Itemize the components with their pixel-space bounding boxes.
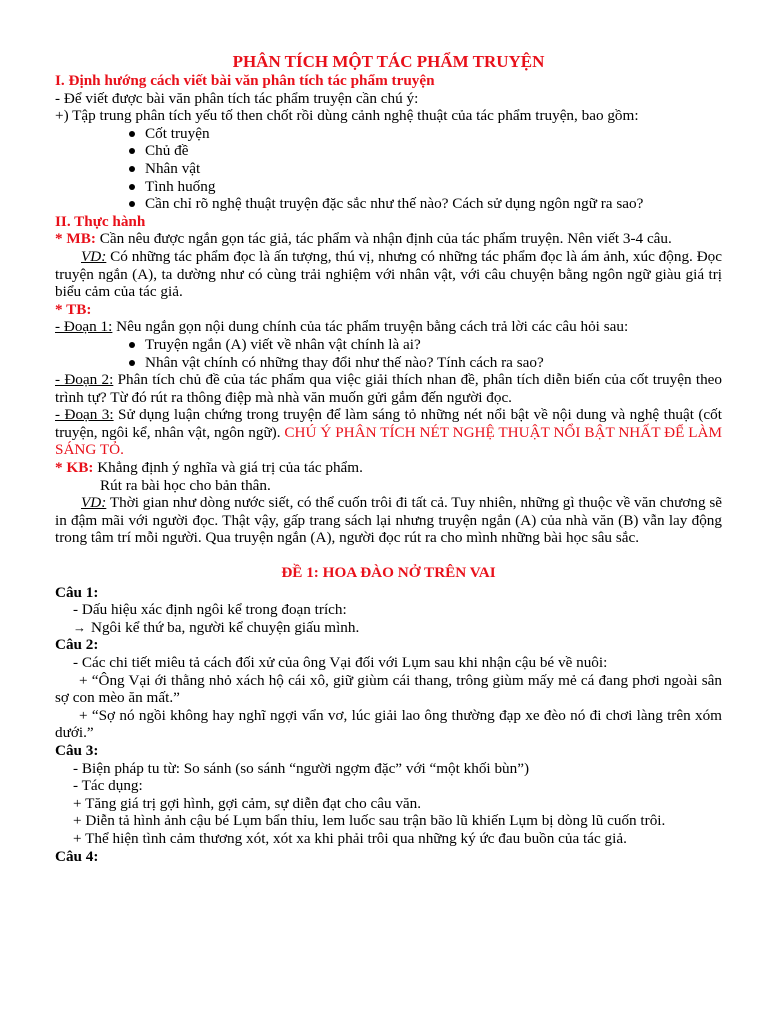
cau2-line3: + “Sợ nó ngồi không hay nghĩ ngợi vẩn vơ, lúc giải lao ông thường đạp xe đèo nó đi chơi làng trên xóm dưới.” — [55, 706, 722, 742]
doan2-text: Phân tích chủ đề của tác phẩm qua việc giải thích nhan đề, phân tích diễn biến của cốt truyện theo trình tự? Từ đó rút ra thông điệp mà nhà văn muốn gửi gắm đến người đọc. — [55, 371, 722, 406]
doan2-label: - Đoạn 2: — [55, 371, 114, 389]
de1-heading: ĐỀ 1: HOA ĐÀO NỞ TRÊN VAI — [281, 564, 496, 582]
cau1-label: Câu 1: — [55, 583, 99, 601]
doan3-label: - Đoạn 3: — [55, 406, 114, 424]
doan1-bullet-list — [55, 336, 722, 371]
tb-label: * TB: — [55, 300, 92, 318]
doan2-paragraph — [55, 371, 722, 406]
section1-line2: +) Tập trung phân tích yếu tố then chốt rồi dùng cảnh nghệ thuật của tác phẩm truyện, bao gồm: — [55, 107, 639, 125]
cau2-label: Câu 2: — [55, 636, 99, 654]
kb-text: Khẳng định ý nghĩa và giá trị của tác phẩm. — [93, 459, 363, 477]
cau3-line3: + Tăng giá trị gợi hình, gợi cảm, sự diễn đạt cho câu văn. — [73, 794, 422, 812]
bullet-item: Cần chỉ rõ nghệ thuật truyện đặc sắc như thế nào? Cách sử dụng ngôn ngữ ra sao? — [127, 195, 722, 213]
page-title: PHÂN TÍCH MỘT TÁC PHẨM TRUYỆN — [232, 52, 545, 71]
vd-label: VD: — [81, 494, 107, 512]
section1-heading: I. Định hướng cách viết bài văn phân tích tác phẩm truyện — [55, 72, 435, 89]
cau2-line1: - Các chi tiết miêu tả cách đối xử của ông Vại đối với Lụm sau khi nhận cậu bé về nuôi: — [73, 654, 608, 671]
bullet-item: Nhân vật — [127, 160, 722, 178]
cau1-line1: - Dấu hiệu xác định ngôi kể trong đoạn trích: — [73, 601, 347, 619]
mb-paragraph — [55, 230, 722, 248]
doan3-note: CHÚ Ý PHÂN TÍCH NÉT NGHỆ THUẬT NỔI BẬT NHẤT ĐỂ LÀM SÁNG TỎ. — [55, 423, 722, 459]
bullet-item: Truyện ngắn (A) viết về nhân vật chính là ai? — [127, 336, 722, 354]
mb-text: Cần nêu được ngắn gọn tác giả, tác phẩm và nhận định của tác phẩm truyện. Nên viết 3-4 câu. — [95, 230, 672, 248]
cau3-line5: + Thể hiện tình cảm thương xót, xót xa khi phải trôi qua những ký ức đau buồn của tác giả. — [73, 829, 627, 847]
bullet-item: Tình huống — [127, 178, 722, 196]
kb-label: * KB: — [55, 459, 94, 477]
doan3-text: Sử dụng luận chứng trong truyện để làm sáng tỏ những nét nổi bật về nội dung và nghệ thuật (cốt truyện, ngôi kể, nhân vật, ngôn ngữ). — [55, 406, 722, 441]
doan1-label: - Đoạn 1: — [55, 318, 113, 336]
cau3-line4: + Diễn tả hình ảnh cậu bé Lụm bẩn thỉu, lem luốc sau trận bão lũ khiến Lụm bị dòng lũ cuốn trôi. — [73, 812, 666, 830]
cau2-line2: + “Ông Vại ới thằng nhỏ xách hộ cái xô, giữ giùm cái thang, trông giùm mấy mẻ cá đang phơi ngoài sân sợ con mèo ăn mất.” — [55, 671, 722, 707]
cau3-line1: - Biện pháp tu từ: So sánh (so sánh “người ngợm đặc” với “một khối bùn”) — [73, 759, 530, 777]
cau1-line2: → Ngôi kể thứ ba, người kể chuyện giấu mình. — [73, 618, 360, 636]
kb-text2: Rút ra bài học cho bản thân. — [100, 476, 271, 494]
section2-heading: II. Thực hành — [55, 212, 146, 230]
cau4-label: Câu 4: — [55, 847, 99, 865]
cau3-label: Câu 3: — [55, 741, 99, 759]
cau3-line2: - Tác dụng: — [73, 777, 143, 795]
bullet-item: Chủ đề — [127, 142, 722, 160]
vd2-text: Thời gian như dòng nước siết, có thể cuốn trôi đi tất cả. Tuy nhiên, những gì thuộc về văn chương sẽ in đậm mãi với người đọc. Thật vậy, gấp trang sách lại nhưng truyện ngắn (A) của nhà văn (B) vẫn lay động trong tâm trí mỗi người. Qua truyện ngắn (A), người đọc rút ra cho mình những bài học sâu sắc. — [55, 494, 722, 547]
bullet-item: Nhân vật chính có những thay đổi như thế nào? Tính cách ra sao? — [127, 354, 722, 372]
kb-paragraph — [55, 459, 722, 477]
vd1-text: Có những tác phẩm đọc là ấn tượng, thú vị, nhưng có những tác phẩm đọc là ám ảnh, xúc động. Đọc truyện ngắn (A), ta dường như có cùng trải nghiệm với nhân vật, với câu chuyện bằng ngôn ngữ giàu giá trị biểu cảm của tác giả. — [55, 247, 722, 301]
vd2-paragraph — [55, 494, 722, 547]
bullet-item: Cốt truyện — [127, 125, 722, 143]
vd1-paragraph — [55, 248, 722, 301]
vd-label: VD: — [81, 247, 107, 265]
section1-line1: - Để viết được bài văn phân tích tác phẩm truyện cần chú ý: — [55, 89, 419, 107]
doan1-paragraph — [55, 318, 722, 336]
arrow-right-icon: → — [73, 619, 86, 635]
doan1-text: Nêu ngắn gọn nội dung chính của tác phẩm truyện bằng cách trả lời các câu hỏi sau: — [112, 318, 629, 336]
mb-label: * MB: — [55, 230, 96, 248]
doan3-paragraph — [55, 406, 722, 459]
section1-bullet-list — [55, 125, 722, 213]
